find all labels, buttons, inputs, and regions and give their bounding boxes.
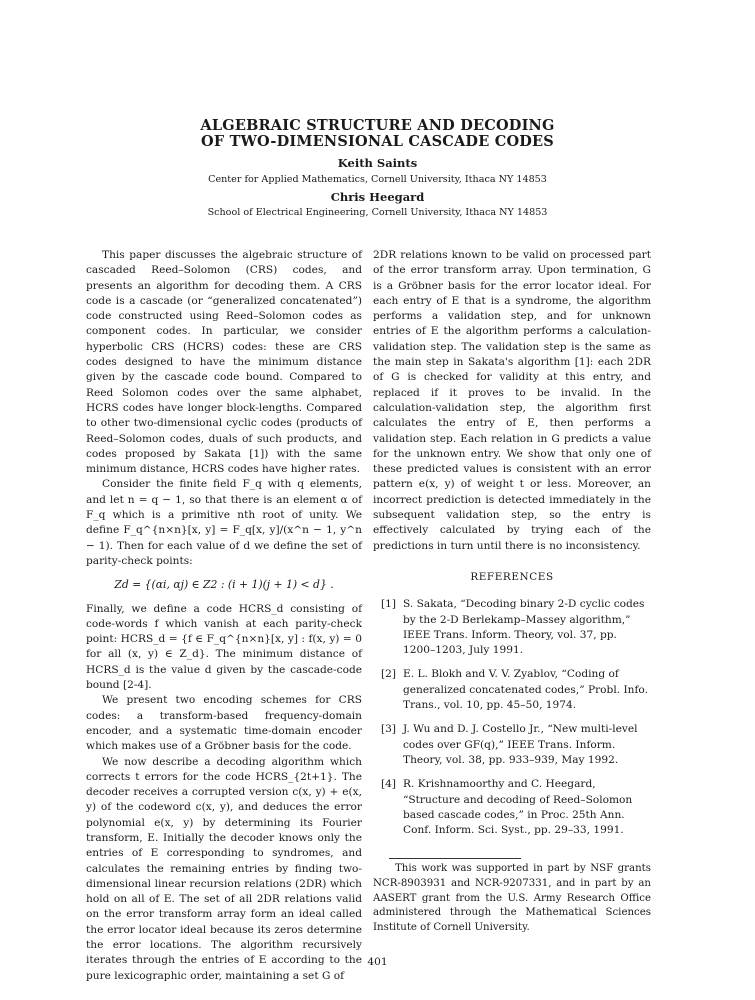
footnote-text: This work was supported in part by NSF grants NCR-8903931 and NCR-9207331, and in part by an AASERT grant from the U.S. Army Research Office administered through the Mathematical Sciences Institute of Cornell University. [373,863,651,934]
reference-number: [4] [381,778,397,791]
reference-item [373,777,651,838]
footnote-divider [389,858,521,859]
author-affiliation-2: School of Electrical Engineering, Cornell University, Ithaca NY 14853 [207,207,548,218]
author-affiliation-1: Center for Applied Mathematics, Cornell University, Ithaca NY 14853 [208,174,547,185]
parity-check-equation: Zd = {(αi, αj) ∈ Z2 : (i + 1)(j + 1) < d} . [114,578,334,592]
title-line-1: ALGEBRAIC STRUCTURE AND DECODING [200,117,555,134]
reference-text: J. Wu and D. J. Costello Jr., “New multi-level codes over GF(q),” IEEE Trans. Inform. Theory, vol. 38, pp. 933–939, May 1992. [403,723,638,766]
reference-item [373,667,651,713]
reference-text: S. Sakata, “Decoding binary 2-D cyclic codes by the 2-D Berlekamp–Massey algorithm,” IEEE Trans. Inform. Theory, vol. 37, pp. 1200–1203, July 1991. [403,598,645,657]
right-column [373,248,651,847]
left-column [86,248,362,984]
reference-item [373,597,651,658]
page-number: 401 [367,956,388,968]
body-paragraph: Consider the finite field F_q with q elements, and let n = q − 1, so that there is an element α of F_q which is a primitive nth root of unity. We define F_q^{n×n}[x, y] = F_q[x, y]/(x^n − 1, y^n − 1). Then for each value of d we define the set of parity-check points: [86,478,362,567]
reference-number: [3] [381,723,397,736]
footnote [373,862,651,936]
paper-title [120,118,635,150]
body-paragraph: Finally, we define a code HCRS_d consisting of code-words f which vanish at each parity-check point: HCRS_d = {f ∈ F_q^{n×n}[x, y] : f(x, y) = 0 for all (x, y) ∈ Z_d}. The minimum distance of HCRS_d is the value d given by the cascade-code bound [2-4]. [86,602,362,692]
body-paragraph: We now describe a decoding algorithm which corrects t errors for the code HCRS_{2t+1}. The decoder receives a corrupted version c(x, y) + e(x, y) of the codeword c(x, y), and deduces the error polynomial e(x, y) by determining its Fourier transform, E. Initially the decoder knows only the entries of E corresponding to syndromes, and calculates the remaining entries by finding two-dimensional linear recursion relations (2DR) which hold on all of E. The set of all 2DR relations valid on the error transform array form an ideal called the error locator ideal because its zeros determine the error locations. The algorithm recursively iterates through the entries of E according to the pure lexicographic order, maintaining a set G of [86,755,362,982]
body-paragraph: 2DR relations known to be valid on processed part of the error transform array. Upon termination, G is a Gröbner basis for the error locator ideal. For each entry of E that is a syndrome, the algorithm performs a validation step, and for unknown entries of E the algorithm performs a calculation-validation step. The validation step is the same as the main step in Sakata's algorithm [1]: each 2DR of G is checked for validity at this entry, and replaced if it proves to be invalid. In the calculation-validation step, the algorithm first calculates the entry of E, then performs a validation step. Each relation in G predicts a value for the unknown entry. We show that only one of these predicted values is consistent with an error pattern e(x, y) of weight t or less. Moreover, an incorrect prediction is detected immediately in the subsequent validation step, so the entry is effectively calculated by trying each of the predictions in turn until there is no inconsistency. [373,249,651,552]
reference-text: R. Krishnamoorthy and C. Heegard, “Structure and decoding of Reed–Solomon based cascade codes,” in Proc. 25th Ann. Conf. Inform. Sci. Syst., pp. 29–33, 1991. [403,778,633,837]
author-name-1: Keith Saints [337,156,418,170]
body-paragraph: We present two encoding schemes for CRS codes: a transform-based frequency-domain encoder, and a systematic time-domain encoder which makes use of a Gröbner basis for the code. [86,694,362,753]
title-line-2: OF TWO-DIMENSIONAL CASCADE CODES [201,133,554,150]
reference-number: [1] [381,598,397,611]
author-name-2: Chris Heegard [330,190,425,204]
reference-item [373,722,651,768]
reference-text: E. L. Blokh and V. V. Zyablov, “Coding of generalized concatenated codes,” Probl. Info. Trans., vol. 10, pp. 45–50, 1974. [403,668,648,712]
reference-number: [2] [381,668,397,681]
body-paragraph: This paper discusses the algebraic structure of cascaded Reed–Solomon (CRS) codes, and presents an algorithm for decoding them. A CRS code is a cascade (or “generalized concatenated”) code constructed using Reed–Solomon codes as component codes. In particular, we consider hyperbolic CRS (HCRS) codes: these are CRS codes designed to have the minimum distance given by the cascade code bound. Compared to Reed Solomon codes over the same alphabet, HCRS codes have longer block-lengths. Compared to other two-dimensional cyclic codes (products of Reed–Solomon codes, duals of such products, and codes proposed by Sakata [1]) with the same minimum distance, HCRS codes have higher rates. [86,249,362,476]
references-heading: REFERENCES [470,570,554,583]
